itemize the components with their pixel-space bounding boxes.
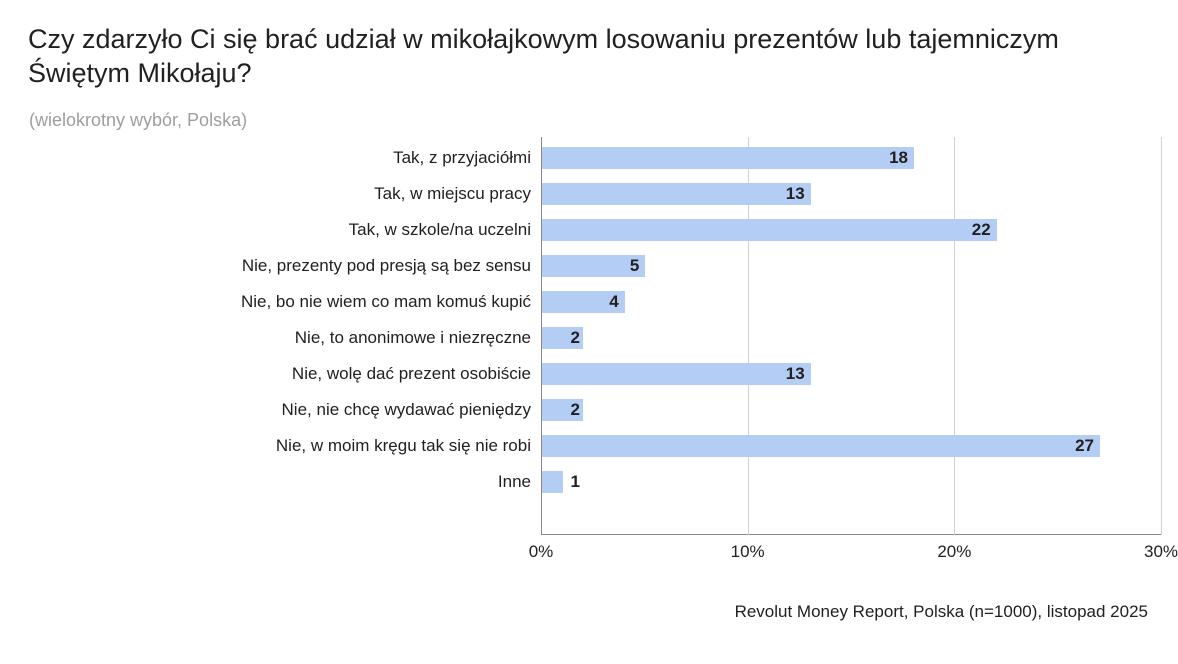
bar-row[interactable] xyxy=(542,147,1162,169)
bar-value-label: 5 xyxy=(629,256,640,275)
bar-row[interactable] xyxy=(542,327,1162,349)
bar-row[interactable] xyxy=(542,399,1162,421)
bar-row[interactable] xyxy=(542,435,1162,457)
bar-value-label: 22 xyxy=(971,220,991,239)
x-axis-tick-label: 20% xyxy=(937,542,972,561)
x-axis-tick-label: 0% xyxy=(528,542,554,561)
category-label: Nie, to anonimowe i niezręczne xyxy=(294,328,531,347)
category-label: Tak, w miejscu pracy xyxy=(374,184,531,203)
bar-row[interactable] xyxy=(542,183,1162,205)
plot-area xyxy=(541,137,1161,535)
category-label: Nie, nie chcę wydawać pieniędzy xyxy=(281,400,531,419)
bar-value-label: 2 xyxy=(570,328,580,347)
bar-value-label: 4 xyxy=(609,292,619,311)
bar-value-label: 13 xyxy=(785,184,805,203)
category-label: Nie, bo nie wiem co mam komuś kupić xyxy=(240,292,531,311)
bar-value-label: 13 xyxy=(785,364,805,383)
bar-row[interactable] xyxy=(542,471,1162,493)
bar[interactable] xyxy=(542,219,997,241)
x-axis-tick-label: 30% xyxy=(1143,542,1178,561)
bar[interactable] xyxy=(542,147,914,169)
bar-row[interactable] xyxy=(542,291,1162,313)
category-label: Nie, wolę dać prezent osobiście xyxy=(291,364,531,383)
bar-value-label: 2 xyxy=(570,400,580,419)
bar[interactable] xyxy=(542,435,1100,457)
category-label: Inne xyxy=(497,472,531,491)
chart-subtitle: (wielokrotny wybór, Polska) xyxy=(29,110,248,130)
category-label: Nie, prezenty pod presją są bez sensu xyxy=(241,256,531,275)
bar-value-label: 18 xyxy=(889,148,908,167)
bar-value-label: 1 xyxy=(570,472,580,491)
bar-row[interactable] xyxy=(542,219,1162,241)
page-title: Czy zdarzyło Ci się brać udział w mikołajkowym losowaniu prezentów lub tajemniczym Świętym Mikołaju? xyxy=(28,24,1059,88)
bar-value-label: 27 xyxy=(1075,436,1094,455)
source-note: Revolut Money Report, Polska (n=1000), listopad 2025 xyxy=(734,602,1148,621)
category-label: Tak, w szkole/na uczelni xyxy=(348,220,531,239)
x-axis-line xyxy=(541,534,1161,535)
category-label: Nie, w moim kręgu tak się nie robi xyxy=(275,436,531,455)
category-label: Tak, z przyjaciółmi xyxy=(393,148,531,167)
x-axis-tick-label: 10% xyxy=(730,542,765,561)
bar-row[interactable] xyxy=(542,363,1162,385)
bar-row[interactable] xyxy=(542,255,1162,277)
